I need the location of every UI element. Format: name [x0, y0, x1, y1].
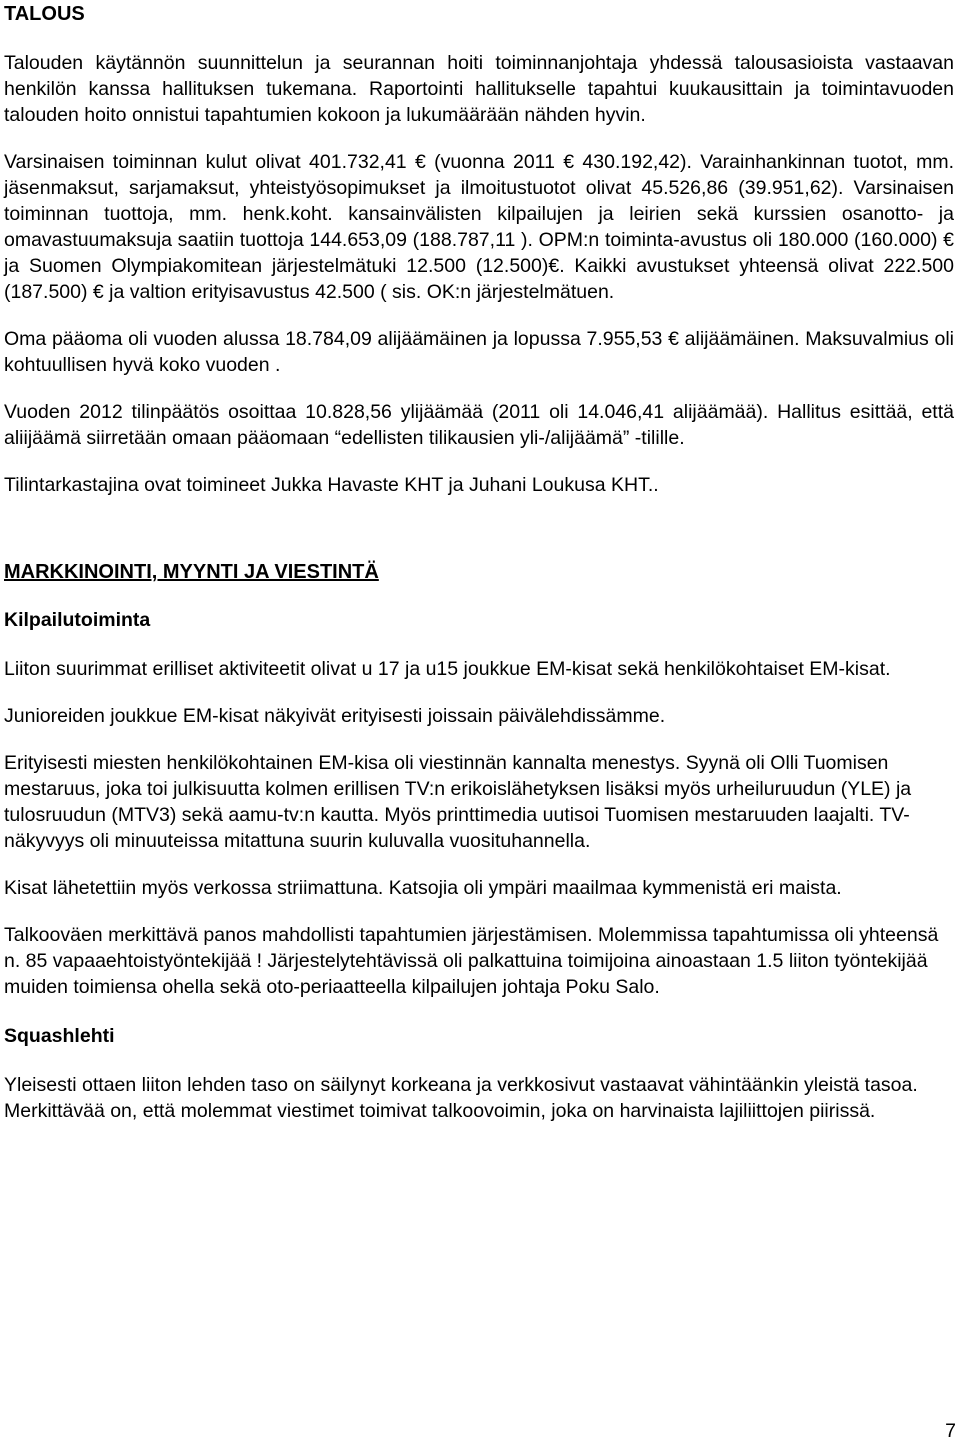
- paragraph-kilpailu-volunteers: Talkooväen merkittävä panos mahdollisti tapahtumien järjestämisen. Molemmissa tapahtumissa oli yhteensä n. 85 vapaaehtoistyöntekijää ! Järjestelytehtävissä oli palkattuina toimijoina ainoastaan 1.5 liiton työntekijää muiden toimiensa ohella sekä oto-periaatteella kilpailujen johtaja Poku Salo.: [4, 924, 939, 998]
- paragraph-talous-planning: Talouden käytännön suunnittelun ja seurannan hoiti toiminnanjohtaja yhdessä talousasioista vastaavan henkilön kanssa hallituksen tukemana. Raportointi hallitukselle tapahtui kuukausittain ja toimintavuoden talouden hoito onnistui tapahtumien kokoon ja lukumäärään nähden hyvin.: [4, 52, 954, 126]
- paragraph-talous-result: Vuoden 2012 tilinpäätös osoittaa 10.828,56 ylijäämää (2011 oli 14.046,41 alijäämää). Hallitus esittää, että aliijäämä siirretään omaan pääomaan “edellisten tilikausien yli-/alijäämä” -tilille.: [4, 401, 954, 449]
- section-title-markkinointi: MARKKINOINTI, MYYNTI JA VIESTINTÄ: [4, 561, 379, 583]
- page-number: 7: [945, 1420, 956, 1442]
- paragraph-kilpailu-media: Erityisesti miesten henkilökohtainen EM-kisa oli viestinnän kannalta menestys. Syynä oli Olli Tuomisen mestaruus, joka toi julkisuutta kolmen erillisen TV:n erikoislähetyksen lisäksi myös urheiluruudun (YLE) ja tulosruudun (MTV3) sekä aamu-tv:n kautta. Myös printtimedia uutisoi Tuomisen mestaruuden laajalti. TV-näkyvyys oli minuuteissa mitattuna suurin kuluvalla vuosituhannella.: [4, 752, 912, 852]
- document-page: [4, 0, 954, 1124]
- paragraph-kilpailu-juniors: Junioreiden joukkue EM-kisat näkyivät erityisesti joissain päivälehdissämme.: [4, 705, 666, 727]
- section-title-talous: TALOUS: [4, 3, 85, 25]
- paragraph-kilpailu-streaming: Kisat lähetettiin myös verkossa striimattuna. Katsojia oli ympäri maailmaa kymmenistä eri maista.: [4, 877, 842, 899]
- paragraph-squashlehti: Yleisesti ottaen liiton lehden taso on säilynyt korkeana ja verkkosivut vastaavat vähintäänkin yleistä tasoa. Merkittävää on, että molemmat viestimet toimivat talkoovoimin, joka on harvinaista lajiliittojen piirissä.: [4, 1074, 918, 1122]
- subsection-title-kilpailutoiminta: Kilpailutoiminta: [4, 609, 151, 631]
- paragraph-talous-auditors: Tilintarkastajina ovat toimineet Jukka Havaste KHT ja Juhani Loukusa KHT..: [4, 474, 659, 496]
- paragraph-kilpailu-activities: Liiton suurimmat erilliset aktiviteetit olivat u 17 ja u15 joukkue EM-kisat sekä henkilökohtaiset EM-kisat.: [4, 658, 891, 680]
- paragraph-talous-figures: Varsinaisen toiminnan kulut olivat 401.732,41 € (vuonna 2011 € 430.192,42). Varainhankinnan tuotot, mm. jäsenmaksut, sarjamaksut, yhteistyösopimukset ja ilmoitustuotot olivat 45.526,86 (39.951,62). Varsinaisen toiminnan tuottoja, mm. henk.koht. kansainvälisten kilpailujen ja leirien sekä kurssien osanotto- ja omavastuumaksuja saatiin tuottoja 144.653,09 (188.787,11 ). OPM:n toiminta-avustus oli 180.000 (160.000) € ja Suomen Olympiakomitean järjestelmätuki 12.500 (12.500)€. Kaikki avustukset yhteensä olivat 222.500 (187.500) € ja valtion erityisavustus 42.500 ( sis. OK:n järjestelmätuen.: [4, 151, 954, 303]
- subsection-title-squashlehti: Squashlehti: [4, 1025, 115, 1047]
- paragraph-talous-equity: Oma pääoma oli vuoden alussa 18.784,09 alijäämäinen ja lopussa 7.955,53 € alijäämäinen. Maksuvalmius oli kohtuullisen hyvä koko vuoden .: [4, 328, 954, 376]
